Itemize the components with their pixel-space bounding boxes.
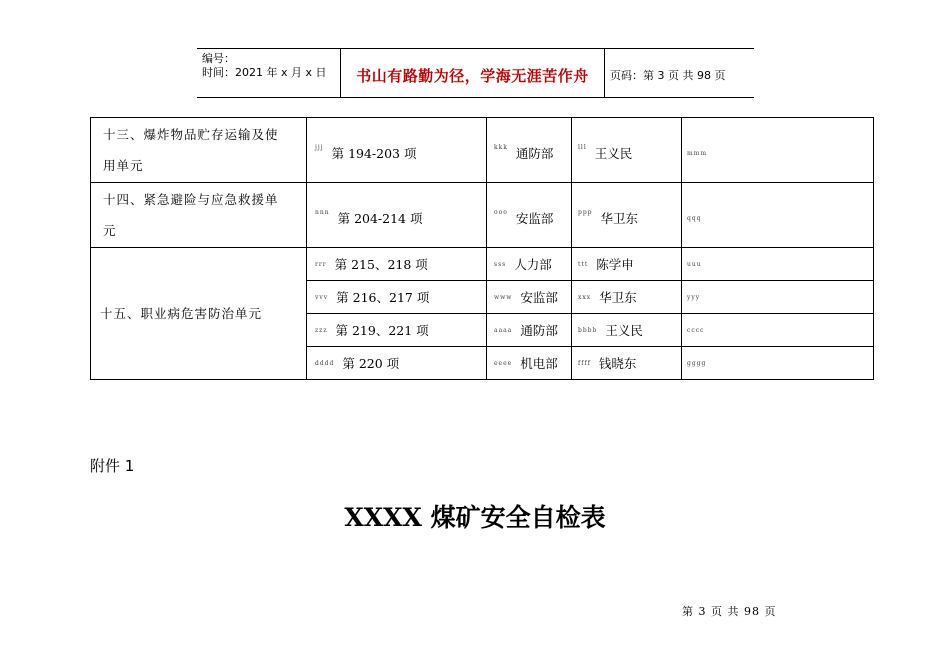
department-cell xyxy=(487,314,572,347)
field-marker: www xyxy=(494,293,513,301)
responsible-person: 王义民 xyxy=(594,146,633,161)
responsible-person-cell xyxy=(572,118,682,183)
responsible-person: 陈学申 xyxy=(596,257,634,272)
responsible-person-cell xyxy=(572,347,682,380)
table-row xyxy=(91,183,874,248)
unit-name-cell xyxy=(91,118,307,183)
item-range-cell xyxy=(307,314,487,347)
table-row xyxy=(91,248,874,281)
department: 机电部 xyxy=(520,356,558,371)
field-marker: cccc xyxy=(687,326,705,334)
field-marker: jjj xyxy=(315,144,324,151)
attachment-label: 附件 1 xyxy=(90,457,135,475)
department: 通防部 xyxy=(520,323,558,338)
table-row xyxy=(91,118,874,183)
department: 通防部 xyxy=(515,146,554,161)
header-page-code: 页码：第 3 页 共 98 页 xyxy=(610,69,726,82)
document-title: XXXX 煤矿安全自检表 xyxy=(344,503,606,532)
field-marker: kkk xyxy=(494,144,508,151)
date-label: 时间：2021 年 x 月 x 日 xyxy=(202,66,327,79)
field-marker: ttt xyxy=(578,260,589,268)
item-range-cell xyxy=(307,183,487,248)
field-marker: sss xyxy=(494,260,507,268)
unit-name: 十五、职业病危害防治单元 xyxy=(100,306,263,321)
field-marker: eeee xyxy=(494,359,513,367)
department: 人力部 xyxy=(514,257,552,272)
page-header xyxy=(197,48,754,98)
responsible-person: 华卫东 xyxy=(600,211,639,226)
page-footer: 第 3 页 共 98 页 xyxy=(682,605,777,618)
field-marker: aaaa xyxy=(494,326,513,334)
field-marker: yyy xyxy=(687,293,701,301)
item-range: 第 215、218 项 xyxy=(334,257,428,272)
remark-cell xyxy=(682,281,874,314)
department-cell xyxy=(487,183,572,248)
field-marker: dddd xyxy=(315,359,335,367)
responsible-person-cell xyxy=(572,248,682,281)
item-range: 第 219、221 项 xyxy=(335,323,429,338)
remark-cell xyxy=(682,183,874,248)
unit-name: 十三、爆炸物品贮存运输及使 用单元 xyxy=(103,127,279,173)
remark-cell xyxy=(682,118,874,183)
unit-name: 十四、紧急避险与应急救援单 元 xyxy=(103,192,279,238)
unit-name-cell xyxy=(91,183,307,248)
remark-cell xyxy=(682,248,874,281)
responsible-person: 王义民 xyxy=(605,323,643,338)
responsible-person: 钱晓东 xyxy=(598,356,637,371)
field-marker: qqq xyxy=(687,214,702,222)
field-marker: ooo xyxy=(494,209,508,216)
field-marker: rrr xyxy=(315,260,327,268)
field-marker: bbbb xyxy=(578,326,598,334)
field-marker: vvv xyxy=(315,293,329,301)
item-range-cell xyxy=(307,347,487,380)
field-marker: zzz xyxy=(315,326,328,334)
item-range-cell xyxy=(307,248,487,281)
department-cell xyxy=(487,248,572,281)
field-marker: gggg xyxy=(687,359,707,367)
responsible-person-cell xyxy=(572,314,682,347)
department: 安监部 xyxy=(515,211,554,226)
field-marker: ppp xyxy=(578,209,593,216)
remark-cell xyxy=(682,314,874,347)
field-marker: mmm xyxy=(687,149,708,157)
department-cell xyxy=(487,347,572,380)
item-range: 第 216、217 项 xyxy=(336,290,430,305)
department-cell xyxy=(487,118,572,183)
item-range-cell xyxy=(307,118,487,183)
unit-assignment-table xyxy=(90,117,874,380)
unit-name-cell xyxy=(91,248,307,380)
header-meta xyxy=(202,52,327,80)
item-range: 第 220 项 xyxy=(342,356,400,371)
field-marker: nnn xyxy=(315,209,330,216)
responsible-person: 华卫东 xyxy=(599,290,637,305)
item-range-cell xyxy=(307,281,487,314)
responsible-person-cell xyxy=(572,281,682,314)
item-range: 第 204-214 项 xyxy=(337,211,423,226)
header-motto: 书山有路勤为径，学海无涯苦作舟 xyxy=(356,67,589,85)
remark-cell xyxy=(682,347,874,380)
department-cell xyxy=(487,281,572,314)
responsible-person-cell xyxy=(572,183,682,248)
field-marker: ffff xyxy=(578,359,591,367)
field-marker: xxx xyxy=(578,293,592,301)
field-marker: uuu xyxy=(687,260,702,268)
item-range: 第 194-203 项 xyxy=(331,146,417,161)
field-marker: lll xyxy=(578,144,587,151)
department: 安监部 xyxy=(520,290,558,305)
header-divider xyxy=(604,49,605,97)
doc-number-label: 编号： xyxy=(202,52,235,65)
